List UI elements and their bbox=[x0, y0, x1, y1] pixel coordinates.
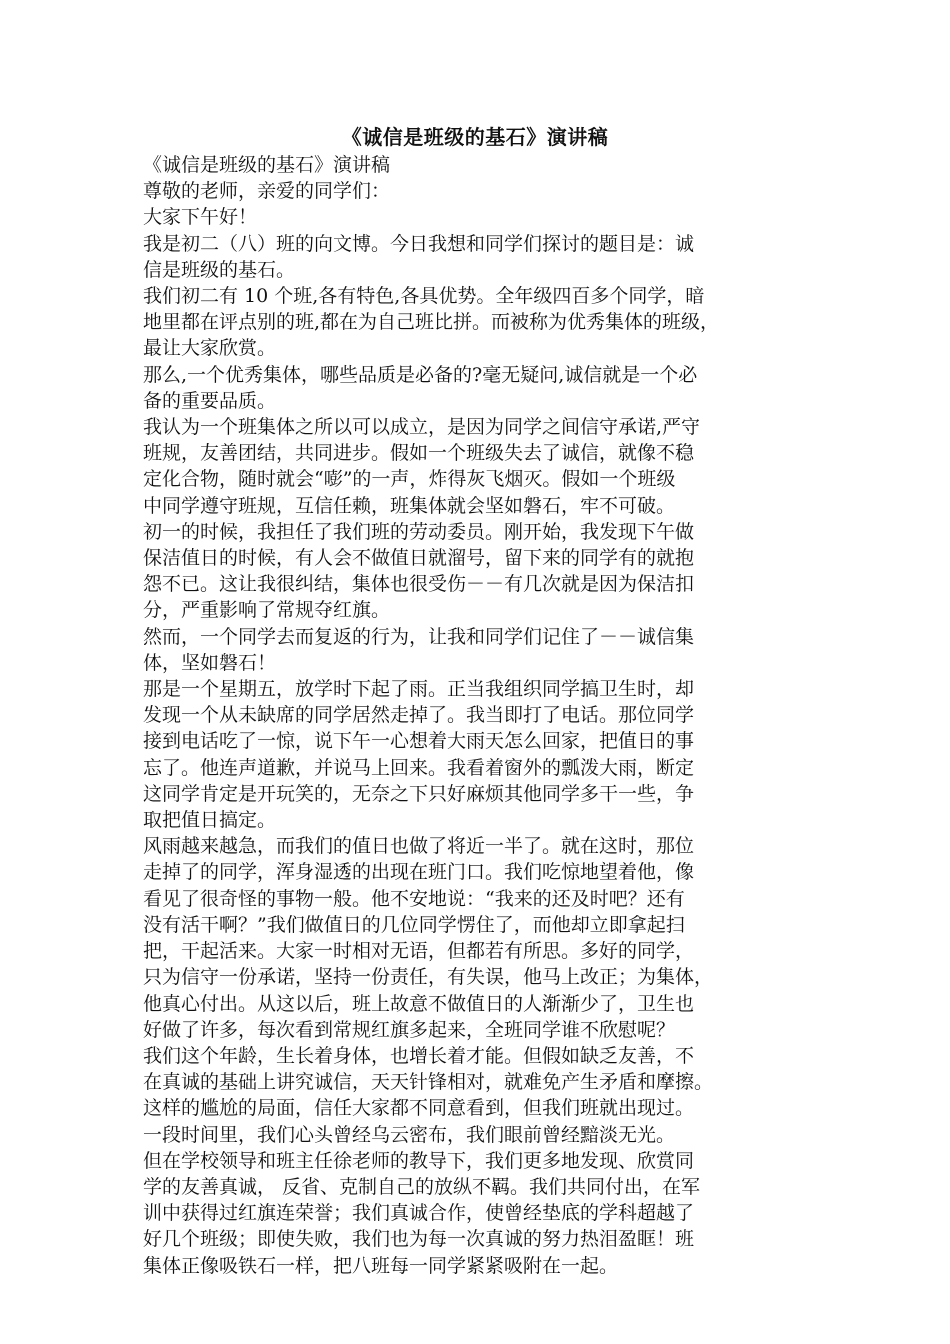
text-line: 学的友善真诚， 反省、克制自己的放纵不羁。我们共同付出，在军 bbox=[143, 1175, 701, 1198]
text-line: 我是初二（八）班的向文博。今日我想和同学们探讨的题目是：诚 bbox=[143, 232, 695, 255]
text-line: 大家下午好！ bbox=[143, 206, 258, 229]
text-line: 最让大家欣赏。 bbox=[143, 337, 277, 360]
text-line: 初一的时候，我担任了我们班的劳动委员。刚开始，我发现下午做 bbox=[143, 520, 695, 543]
text-line: 集体正像吸铁石一样，把八班每一同学紧紧吸附在一起。 bbox=[143, 1254, 619, 1277]
text-line: 那是一个星期五，放学时下起了雨。正当我组织同学搞卫生时，却 bbox=[143, 678, 695, 701]
text-line: 风雨越来越急，而我们的值日也做了将近一半了。就在这时，那位 bbox=[143, 835, 695, 858]
text-line: 看见了很奇怪的事物一般。他不安地说：“我来的还及时吧？还有 bbox=[143, 887, 685, 910]
text-line: 《诚信是班级的基石》演讲稿 bbox=[143, 154, 391, 176]
text-line: 然而，一个同学去而复返的行为，让我和同学们记住了－－诚信集 bbox=[143, 625, 695, 648]
text-line: 中同学遵守班规，互信任赖，班集体就会坚如磐石，牢不可破。 bbox=[143, 494, 676, 517]
text-line: 分，严重影响了常规夺红旗。 bbox=[143, 599, 391, 622]
text-line: 好几个班级；即使失败，我们也为每一次真诚的努力热泪盈眶！班 bbox=[143, 1228, 695, 1251]
text-line: 在真诚的基础上讲究诚信，天天针锋相对，就难免产生矛盾和摩擦。 bbox=[143, 1071, 714, 1094]
text-line: 走掉了的同学，浑身湿透的出现在班门口。我们吃惊地望着他，像 bbox=[143, 861, 695, 884]
text-line: 我们初二有 10 个班,各有特色,各具优势。全年级四百多个同学，暗 bbox=[143, 285, 705, 308]
text-line: 没有活干啊？”我们做值日的几位同学愣住了，而他却立即拿起扫 bbox=[143, 913, 685, 936]
text-line: 保洁值日的时候，有人会不做值日就溜号，留下来的同学有的就抱 bbox=[143, 547, 695, 570]
text-line: 训中获得过红旗连荣誉；我们真诚合作，使曾经垫底的学科超越了 bbox=[143, 1202, 695, 1225]
text-line: 一段时间里，我们心头曾经乌云密布，我们眼前曾经黯淡无光。 bbox=[143, 1123, 676, 1146]
text-line: 发现一个从未缺席的同学居然走掉了。我当即打了电话。那位同学 bbox=[143, 704, 695, 727]
text-line: 只为信守一份承诺，坚持一份责任，有失误，他马上改正；为集体， bbox=[143, 966, 714, 989]
document-title: 《诚信是班级的基石》演讲稿 bbox=[341, 125, 609, 149]
text-line: 定化合物，随时就会“嘭”的一声，炸得灰飞烟灭。假如一个班级 bbox=[143, 468, 676, 491]
text-line: 这同学肯定是开玩笑的，无奈之下只好麻烦其他同学多干一些，争 bbox=[143, 782, 695, 805]
text-line: 怨不已。这让我很纠结，集体也很受伤－－有几次就是因为保洁扣 bbox=[143, 573, 695, 596]
text-line: 体，坚如磐石！ bbox=[143, 651, 277, 674]
text-line: 忘了。他连声道歉，并说马上回来。我看着窗外的瓢泼大雨，断定 bbox=[143, 756, 695, 779]
text-line: 班规，友善团结，共同进步。假如一个班级失去了诚信，就像不稳 bbox=[143, 442, 695, 465]
text-line: 那么,一个优秀集体，哪些品质是必备的?毫无疑问,诚信就是一个必 bbox=[143, 363, 698, 386]
text-line: 地里都在评点别的班,都在为自己班比拼。而被称为优秀集体的班级， bbox=[143, 311, 720, 334]
text-line: 好做了许多，每次看到常规红旗多起来，全班同学谁不欣慰呢？ bbox=[143, 1018, 676, 1041]
text-line: 备的重要品质。 bbox=[143, 389, 277, 412]
text-line: 我们这个年龄，生长着身体，也增长着才能。但假如缺乏友善，不 bbox=[143, 1044, 695, 1067]
text-line: 取把值日搞定。 bbox=[143, 809, 277, 832]
text-line: 这样的尴尬的局面，信任大家都不同意看到，但我们班就出现过。 bbox=[143, 1097, 695, 1120]
text-line: 他真心付出。从这以后，班上故意不做值日的人渐渐少了，卫生也 bbox=[143, 992, 695, 1015]
text-line: 接到电话吃了一惊，说下午一心想着大雨天怎么回家，把值日的事 bbox=[143, 730, 695, 753]
text-line: 把，干起活来。大家一时相对无语，但都若有所思。多好的同学， bbox=[143, 940, 695, 963]
document-body bbox=[143, 152, 815, 1279]
text-line: 信是班级的基石。 bbox=[143, 258, 296, 281]
text-line: 尊敬的老师，亲爱的同学们： bbox=[143, 180, 391, 203]
text-line: 我认为一个班集体之所以可以成立，是因为同学之间信守承诺,严守 bbox=[143, 416, 701, 439]
text-line: 但在学校领导和班主任徐老师的教导下，我们更多地发现、欣赏同 bbox=[143, 1149, 695, 1172]
